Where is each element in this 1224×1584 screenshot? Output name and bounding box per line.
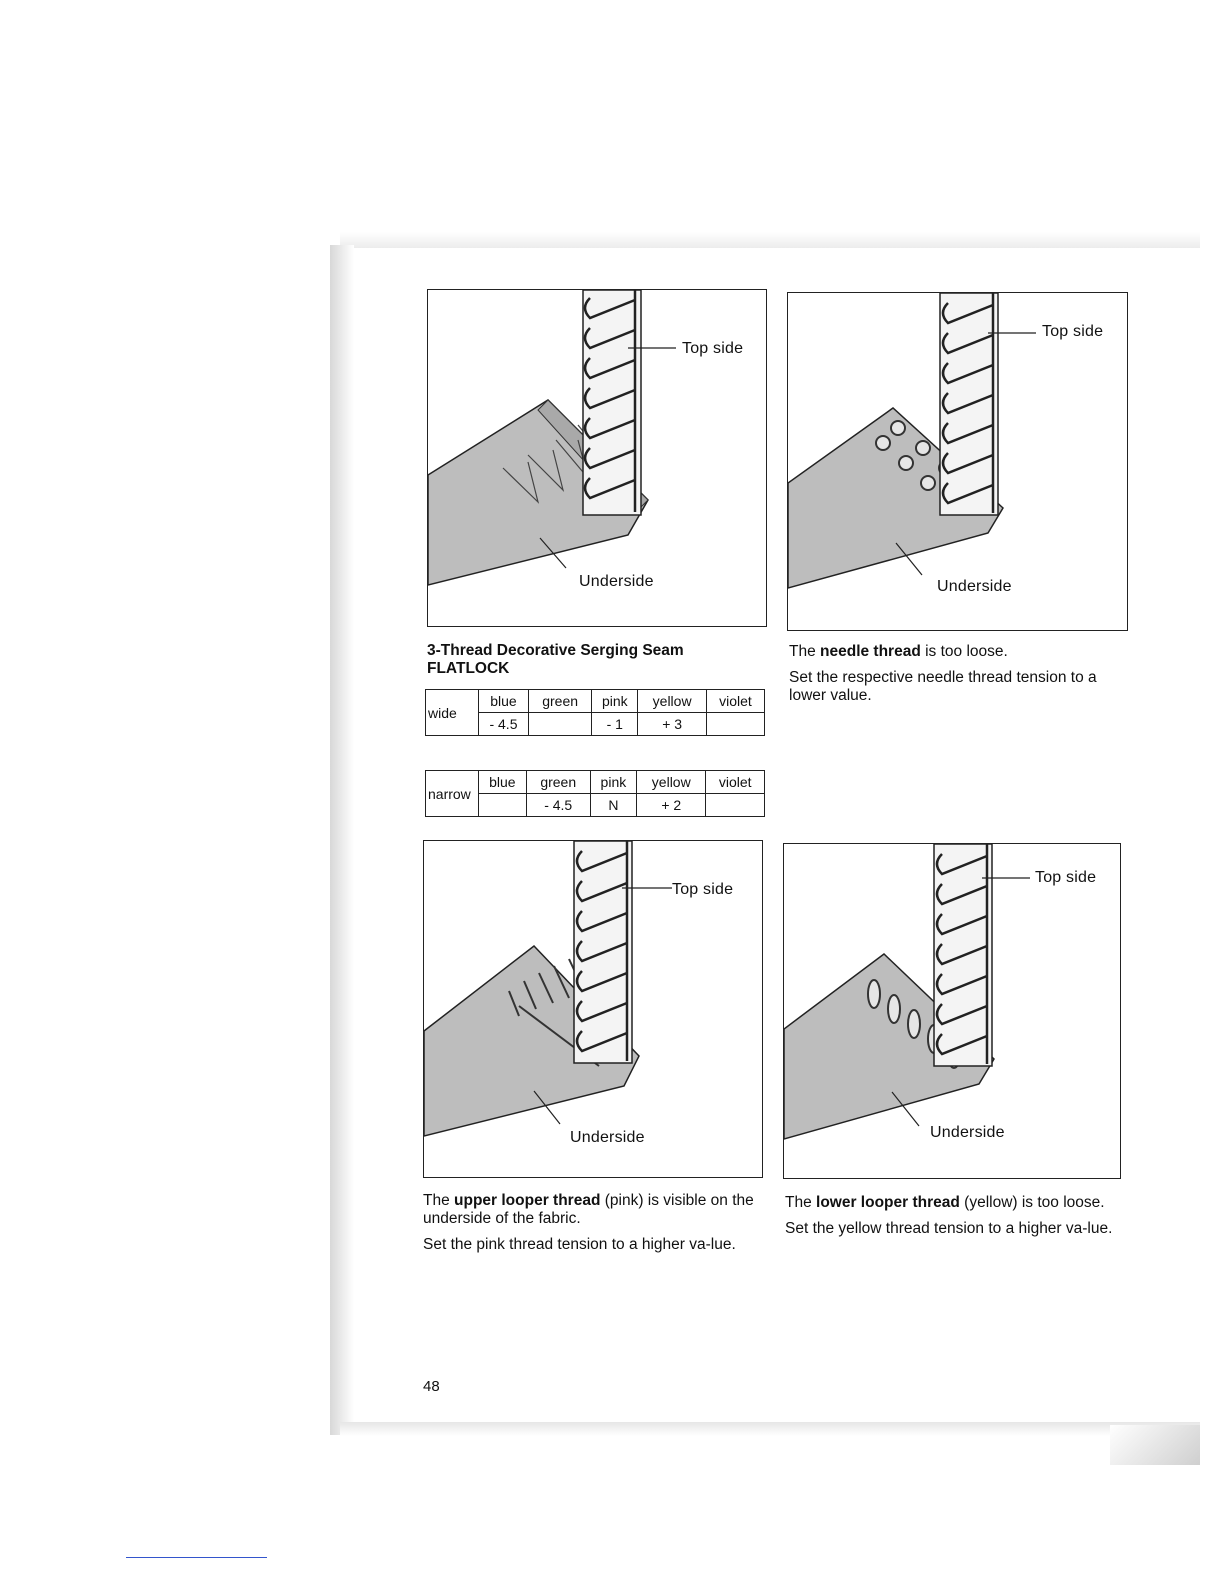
caption-bold: lower looper thread — [816, 1194, 960, 1211]
caption-bold: needle thread — [820, 643, 921, 660]
section-heading — [427, 642, 684, 678]
header-yellow: yellow — [638, 690, 707, 713]
tension-table-narrow — [425, 770, 765, 817]
top-side-label: Top side — [682, 340, 744, 357]
heading-line-1: 3-Thread Decorative Serging Seam — [427, 642, 684, 659]
value-violet — [706, 713, 764, 736]
figure-needle-thread-loose — [787, 292, 1128, 631]
caption-advice: Set the yellow thread tension to a higher va-lue. — [785, 1220, 1113, 1237]
row-label-wide: wide — [426, 690, 479, 736]
header-pink: pink — [590, 771, 636, 794]
caption-text: The — [789, 643, 821, 660]
value-green: - 4.5 — [526, 794, 590, 817]
figure-upper-looper-visible — [423, 840, 763, 1178]
value-pink: N — [590, 794, 636, 817]
caption-text: The — [785, 1194, 817, 1211]
caption-advice: Set the pink thread tension to a higher va-lue. — [423, 1236, 736, 1253]
value-yellow: + 2 — [637, 794, 706, 817]
top-side-label: Top side — [672, 881, 734, 898]
value-blue — [479, 794, 527, 817]
page-number: 48 — [423, 1378, 440, 1395]
underside-label: Underside — [937, 578, 1012, 595]
top-side-label: Top side — [1042, 323, 1104, 340]
scan-artifact-line — [126, 1557, 267, 1558]
figure-flatlock-correct — [427, 289, 767, 627]
value-green — [528, 713, 591, 736]
underside-label: Underside — [930, 1124, 1005, 1141]
value-pink: - 1 — [592, 713, 638, 736]
top-side-label: Top side — [1035, 869, 1097, 886]
header-green: green — [526, 771, 590, 794]
row-label-narrow: narrow — [426, 771, 479, 817]
caption-advice: Set the respective needle thread tension to a lower value. — [789, 669, 1097, 704]
tension-table-wide — [425, 689, 765, 736]
page-edge-left — [330, 245, 354, 1435]
needle-caption — [789, 643, 1119, 705]
caption-text: The — [423, 1192, 455, 1209]
caption-text: is too loose. — [920, 643, 1008, 660]
page-corner-shadow — [1110, 1425, 1200, 1465]
figure-lower-looper-loose — [783, 843, 1121, 1179]
heading-line-2: FLATLOCK — [427, 660, 510, 677]
header-yellow: yellow — [637, 771, 706, 794]
header-pink: pink — [592, 690, 638, 713]
header-blue: blue — [479, 771, 527, 794]
underside-label: Underside — [579, 573, 654, 590]
underside-label: Underside — [570, 1129, 645, 1146]
value-blue: - 4.5 — [479, 713, 529, 736]
caption-text: (yellow) is too loose. — [959, 1194, 1105, 1211]
lower-looper-caption — [785, 1194, 1120, 1238]
header-violet: violet — [706, 690, 764, 713]
value-yellow: + 3 — [638, 713, 707, 736]
header-blue: blue — [479, 690, 529, 713]
value-violet — [706, 794, 765, 817]
caption-bold: upper looper thread — [454, 1192, 601, 1209]
upper-looper-caption — [423, 1192, 758, 1254]
header-violet: violet — [706, 771, 765, 794]
caption-text: (pink) is visible on the underside of the fabric. — [423, 1192, 754, 1227]
page-edge-bottom — [340, 1422, 1200, 1436]
header-green: green — [528, 690, 591, 713]
page-edge-top — [340, 232, 1200, 248]
